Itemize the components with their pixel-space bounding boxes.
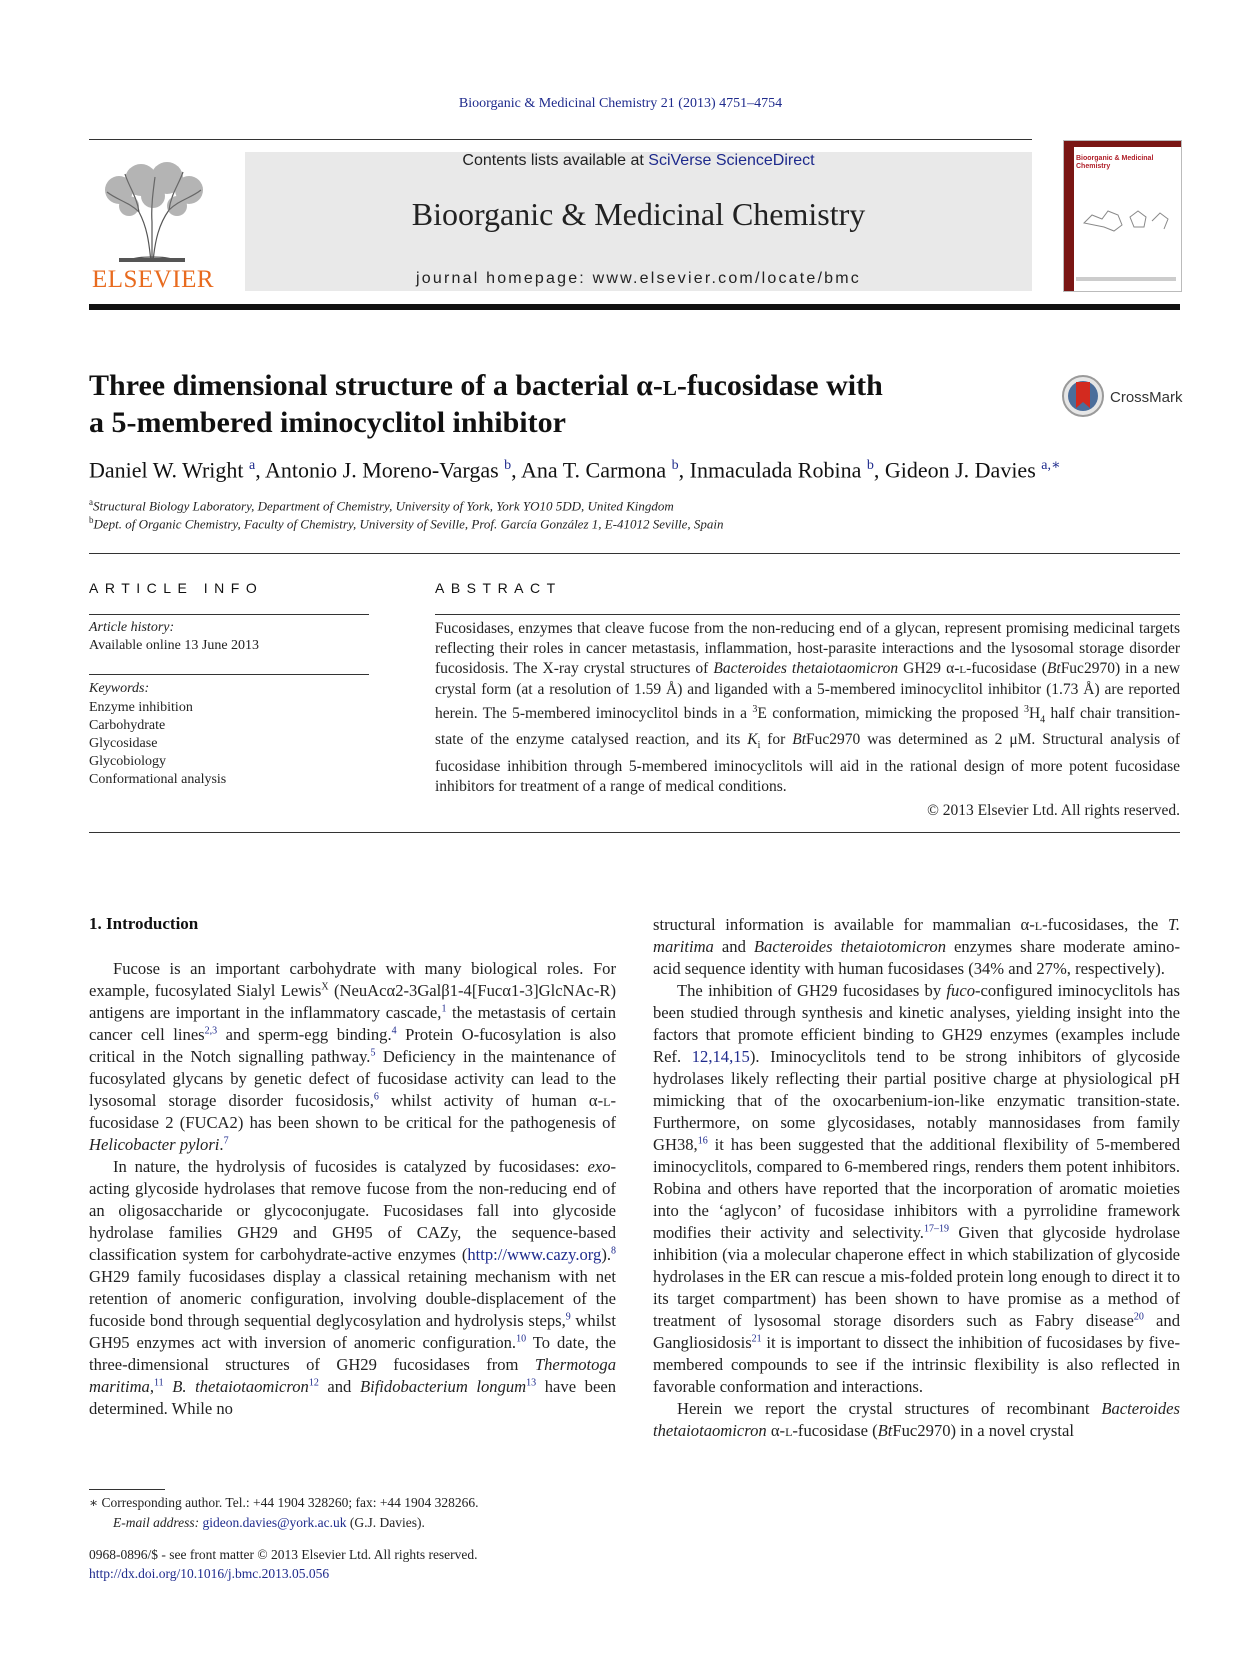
contents-available bbox=[245, 152, 1032, 170]
article-info-rule bbox=[89, 614, 369, 615]
author-affil-marker[interactable]: a bbox=[249, 458, 256, 473]
front-matter-note: 0968-0896/$ - see front matter © 2013 Elsevier Ltd. All rights reserved. bbox=[89, 1547, 478, 1562]
author-name[interactable]: Ana T. Carmona bbox=[520, 457, 667, 483]
body-paragraph: Herein we report the crystal structures of recombinant Bacteroides thetaiotaomicron α-l-fucosidase (BtFuc2970) in a novel crystal bbox=[653, 1399, 1180, 1440]
author-affil-marker[interactable]: a,∗ bbox=[1041, 458, 1061, 473]
author-name[interactable]: Antonio J. Moreno-Vargas bbox=[265, 457, 499, 483]
author-name[interactable]: Gideon J. Davies bbox=[884, 457, 1036, 483]
email-label: E-mail address: bbox=[113, 1515, 203, 1530]
keywords-label: Keywords: bbox=[89, 681, 150, 696]
cover-title-line1: Bioorganic & Medicinal bbox=[1076, 155, 1154, 162]
keyword: Glycobiology bbox=[89, 754, 166, 769]
body-column-right bbox=[653, 914, 1180, 1442]
journal-name: Bioorganic & Medicinal Chemistry bbox=[411, 196, 866, 232]
journal-citation[interactable]: Bioorganic & Medicinal Chemistry 21 (2013) 4751–4754 bbox=[458, 96, 783, 111]
contents-prefix: Contents lists available at bbox=[462, 152, 649, 169]
keyword: Conformational analysis bbox=[89, 772, 227, 787]
elsevier-wordmark: ELSEVIER bbox=[91, 266, 215, 293]
cazy-link[interactable]: http://www.cazy.org bbox=[467, 1245, 602, 1264]
author-name[interactable]: Daniel W. Wright bbox=[89, 457, 244, 483]
doi-link[interactable]: http://dx.doi.org/10.1016/j.bmc.2013.05.056 bbox=[89, 1566, 330, 1581]
history-label: Article history: bbox=[89, 620, 175, 635]
abstract-rule bbox=[435, 614, 1180, 615]
keyword: Glycosidase bbox=[89, 736, 158, 751]
cover-title-line2: Chemistry bbox=[1076, 163, 1111, 170]
article-title bbox=[89, 367, 969, 441]
cover-top-band bbox=[1074, 141, 1181, 147]
history-value: Available online 13 June 2013 bbox=[89, 638, 260, 653]
email-note bbox=[113, 1515, 425, 1531]
sciencedirect-link[interactable]: SciVerse ScienceDirect bbox=[648, 152, 815, 169]
affiliation-a bbox=[89, 497, 1184, 514]
title-line2: a 5-membered iminocyclitol inhibitor bbox=[89, 406, 566, 439]
title-small-caps: l bbox=[662, 369, 677, 402]
abstract-text: Fucosidases, enzymes that cleave fucose from the non-reducing end of a glycan, represent promising medicinal targets reflecting their roles in cancer metastasis, inflammation, host-parasite interactions and the lysosomal storage disorder fucosidosis. The X-ray crystal structures of Bacteroides thetaiotaomicron GH29 α-l-fucosidase (BtFuc2970) in a new crystal form (at a resolution of 1.59 Å) and liganded with a 5-membered iminocyclitol inhibitor (1.73 Å) are reported herein. The 5-membered iminocyclitol binds in a $^3$E conformation, mimicking the proposed $^3H_4$ half chair transition-state of the enzyme catalysed reaction, and its $K_i$ for BtFuc2970 was determined as 2 μM. Structural analysis of fucosidase inhibition through 5-membered iminocyclitols will aid in the rational design of more potent fucosidase inhibitors for treatment of a range of medical conditions. bbox=[435, 620, 1181, 795]
affiliation-marker: b bbox=[89, 515, 94, 525]
affiliation-text: Structural Biology Laboratory, Department of Chemistry, University of York, York YO10 5DD, United Kingdom bbox=[93, 498, 674, 514]
author-name[interactable]: Inmaculada Robina bbox=[689, 457, 862, 483]
title-part2: -fucosidase with bbox=[676, 369, 883, 402]
abstract-copyright: © 2013 Elsevier Ltd. All rights reserved. bbox=[927, 802, 1180, 819]
cover-footer bbox=[1076, 277, 1176, 281]
affiliation-marker: a bbox=[89, 497, 93, 507]
body-paragraph: In nature, the hydrolysis of fucosides is catalyzed by fucosidases: exo-acting glycoside hydrolases that remove fucose from the non-reducing end of an oligosaccharide or glycoconjugate. Fucosidases fall into glycoside hydrolase families GH29 and GH95 of CAZy, the sequence-based classification system for carbohydrate-active enzymes (http://www.cazy.org).$^8$ GH29 family fucosidases display a classical retaining mechanism with net retention of anomeric configuration, involving double-displacement of the fucoside bond through sequential deglycosylation and hydrolysis steps,$^9$ whilst GH95 enzymes act with inversion of anomeric configuration.$^{10}$ To date, the three-dimensional structures of GH29 fucosidases from Thermotoga maritima,$^{11}$ B. thetaiotaomicron$^{12}$ and Bifidobacterium longum$^{13}$ have been determined. While no bbox=[89, 1157, 616, 1418]
keyword: Enzyme inhibition bbox=[89, 700, 193, 715]
section-heading-introduction: 1. Introduction bbox=[89, 914, 199, 933]
header-thick-rule bbox=[89, 304, 1180, 310]
body-paragraph: Fucose is an important carbohydrate with many biological roles. For example, fucosylated Sialyl Lewis$^X$ (NeuAcα2-3Galβ1-4[Fucα1-3]GlcNAc-R) antigens are important in the inflammatory cascade,$^1$ the metastasis of certain cancer cell lines$^{2,3}$ and sperm-egg binding.$^4$ Protein O-fucosylation is also critical in the Notch signalling pathway.$^5$ Deficiency in the maintenance of fucosylated glycans by genetic defect of fucosidase activity can lead to the lysosomal storage disorder fucosidosis,$^6$ whilst activity of human α-l-fucosidase 2 (FUCA2) has been shown to be critical for the pathogenesis of Helicobacter pylori.$^7$ bbox=[89, 959, 617, 1154]
header-rule bbox=[89, 139, 1032, 140]
affiliation-b bbox=[89, 515, 1184, 532]
author-affil-marker[interactable]: b bbox=[504, 458, 512, 473]
footnote-rule bbox=[89, 1489, 165, 1490]
abstract-bottom-rule bbox=[89, 832, 1180, 833]
email-suffix: (G.J. Davies). bbox=[346, 1515, 425, 1530]
title-line1 bbox=[89, 367, 969, 404]
cover-molecule-art bbox=[1078, 197, 1174, 237]
corresponding-author-note: ∗ Corresponding author. Tel.: +44 1904 328260; fax: +44 1904 328266. bbox=[89, 1495, 479, 1510]
crossmark-icon[interactable] bbox=[1061, 374, 1105, 418]
article-info-heading: ARTICLE INFO bbox=[89, 580, 264, 596]
cover-side-band bbox=[1064, 141, 1074, 291]
author-affil-marker[interactable]: b bbox=[866, 458, 874, 473]
email-link[interactable]: gideon.davies@york.ac.uk bbox=[202, 1515, 347, 1530]
author-affil-marker[interactable]: b bbox=[671, 458, 679, 473]
author-list: Daniel W. Wright $^a$, Antonio J. Moreno-Vargas $^b$, Ana T. Carmona $^b$, Inmaculada Robina $^b$, Gideon J. Davies $^{a,∗}$ bbox=[89, 457, 1061, 483]
body-paragraph: The inhibition of GH29 fucosidases by fuco-configured iminocyclitols has been studied through synthesis and kinetic analyses, yielding insight into the factors that promote efficient binding to GH29 enzymes (examples include Ref. 12,14,15). Iminocyclitols tend to be strong inhibitors of glycoside hydrolases likely reflecting their partial positive charge at physiological pH mimicking that of the oxocarbenium-ion-like enzymatic transition-state. Furthermore, on some glycosidases, notably mannosidases from family GH38,16 it has been suggested that the additional flexibility of 5-membered iminocyclitols, compared to 6-membered rings, renders them potent inhibitors. Robina and others have reported that the incorporation of aromatic moieties into the ‘aglycon’ of fucosidase inhibitors with a pyrrolidine framework modifies their activity and selectivity.$^{17-19}$ Given that glycoside hydrolase inhibition (via a molecular chaperone effect in which stabilization of glycoside hydrolases in the ER can rescue a mis-folded protein long enough to direct it to its target compartment) has been shown to have promise as a method of treatment of lysosomal storage disorders such as Fabry disease$^{20}$ and Gangliosidosis$^{21}$ it is important to dissect the inhibition of fucosidases by five-membered compounds to see if the intrinsic flexibility is also reflected in favorable conformation and interactions. bbox=[653, 981, 1181, 1396]
title-part1: Three dimensional structure of a bacterial α- bbox=[89, 369, 663, 402]
body-column-left bbox=[89, 958, 616, 1420]
journal-cover-thumbnail[interactable] bbox=[1063, 140, 1182, 292]
authors-rule bbox=[89, 553, 1180, 554]
affiliation-text: Dept. of Organic Chemistry, Faculty of Chemistry, University of Seville, Prof. García González 1, E-41012 Seville, Spain bbox=[93, 516, 724, 532]
crossmark-label[interactable]: CrossMark bbox=[1110, 389, 1183, 406]
abstract-heading: ABSTRACT bbox=[435, 580, 562, 596]
journal-homepage[interactable]: journal homepage: www.elsevier.com/locate/bmc bbox=[416, 270, 861, 287]
reference-link[interactable]: 12,14,15 bbox=[691, 1047, 750, 1066]
cover-title bbox=[1076, 155, 1176, 171]
keywords-rule bbox=[89, 674, 369, 675]
keyword: Carbohydrate bbox=[89, 718, 166, 733]
body-paragraph: structural information is available for mammalian α-l-fucosidases, the T. maritima and Bacteroides thetaiotomicron enzymes share moderate amino-acid sequence identity with human fucosidases (34% and 27%, respectively). bbox=[653, 915, 1180, 978]
